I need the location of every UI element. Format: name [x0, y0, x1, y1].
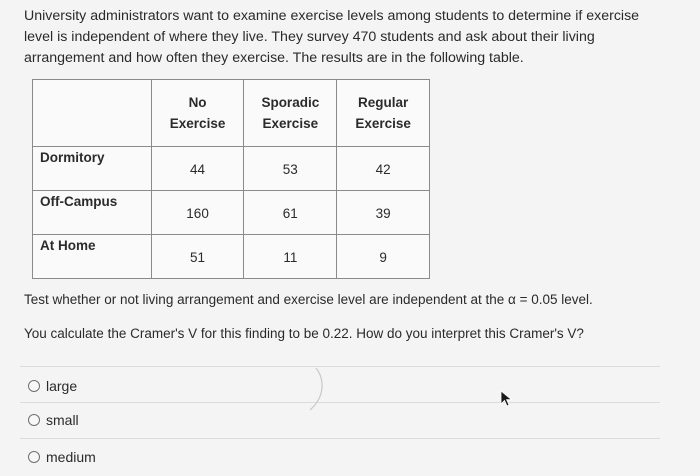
option-medium[interactable]: [28, 449, 96, 465]
row-label-at-home: At Home: [33, 235, 152, 279]
table-row: [33, 147, 430, 191]
divider: [20, 438, 660, 439]
radio-icon[interactable]: [28, 380, 40, 392]
table-cell: 39: [337, 191, 430, 235]
table-header-row: [33, 80, 430, 147]
option-label: small: [46, 412, 79, 428]
column-header-no-exercise: No Exercise: [151, 80, 244, 147]
question-line-1: University administrators want to examine exercise levels among students to determine if exercise: [24, 8, 640, 24]
row-label-off-campus: Off-Campus: [33, 191, 152, 235]
table-corner-cell: [33, 80, 152, 147]
column-header-regular-exercise: Regular Exercise: [337, 80, 430, 147]
table-row: [33, 191, 430, 235]
mouse-cursor-icon: [500, 390, 514, 408]
divider: [20, 366, 660, 367]
table-cell: 160: [151, 191, 244, 235]
table-cell: 11: [244, 235, 337, 279]
table-cell: 61: [244, 191, 337, 235]
radio-icon[interactable]: [28, 414, 40, 426]
option-label: large: [46, 378, 78, 394]
column-header-sporadic-exercise: Sporadic Exercise: [244, 80, 337, 147]
table-cell: 53: [244, 147, 337, 191]
divider: [20, 402, 660, 403]
table-cell: 44: [151, 147, 244, 191]
question-line-3: arrangement and how often they exercise. The results are in the following table.: [24, 50, 524, 66]
table-row: [33, 235, 430, 279]
option-large[interactable]: [28, 378, 77, 394]
option-label: medium: [46, 449, 96, 465]
table-cell: 9: [337, 235, 430, 279]
option-small[interactable]: [28, 412, 79, 428]
radio-icon[interactable]: [28, 451, 40, 463]
answer-options: [0, 366, 700, 476]
stray-mark-icon: [300, 366, 340, 414]
row-label-dormitory: Dormitory: [33, 147, 152, 191]
question-text: [24, 6, 674, 69]
table-cell: 42: [337, 147, 430, 191]
table-cell: 51: [151, 235, 244, 279]
question-line-2: level is independent of where they live. They survey 470 students and ask about their living: [24, 29, 595, 45]
interpret-question: You calculate the Cramer's V for this finding to be 0.22. How do you interpret this Cramer's V?: [24, 326, 584, 341]
test-instruction: Test whether or not living arrangement and exercise level are independent at the α = 0.05 level.: [24, 292, 593, 307]
contingency-table: [32, 79, 430, 279]
